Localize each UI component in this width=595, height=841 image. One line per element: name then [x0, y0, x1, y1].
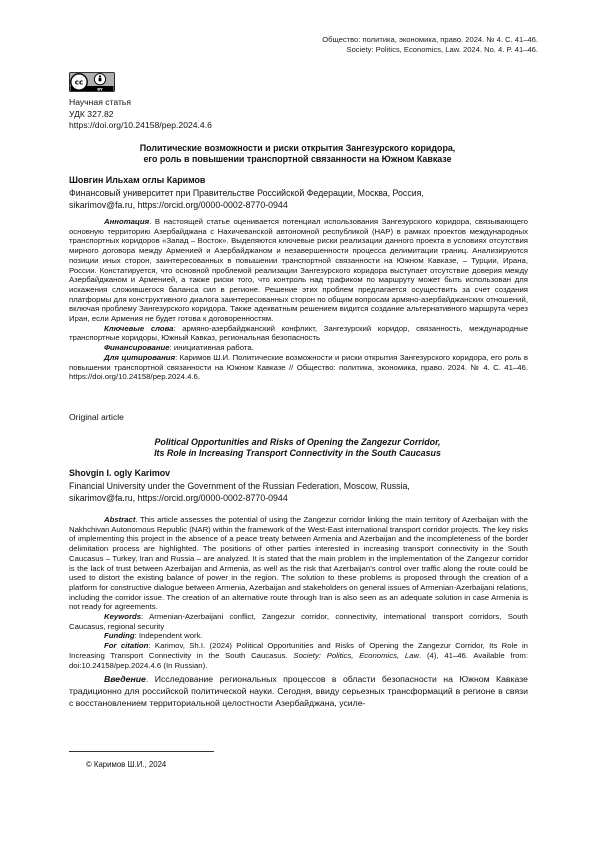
abstract-section-ru — [69, 217, 528, 382]
citation-text-ru: : Каримов Ш.И. Политические возможности и риски открытия Зангезурского коридора, его роль в повышении транспортной связанности на Южном Кавказе // Общество: политика, экономика, право. 2024. № 4. С. 41–46. https://doi.org/10.24158/pep.2024.4.6. — [69, 352, 528, 382]
article-type-ru: Научная статья — [69, 97, 132, 107]
funding-text-en: : Independent work. — [134, 631, 203, 641]
citation-text-en-2: . (4), 41–46. Available from: doi:10.24158/pep.2024.4.6 (In Russian). — [69, 650, 528, 670]
footnote-divider — [69, 751, 214, 752]
article-type-en: Original article — [69, 412, 124, 422]
intro-text: . Исследование региональных процессов в области безопасности на Южном Кавказе традиционно для российской политической науки. Сегодня, ввиду серьезных трансформаций в регионе в связи с восстановлением территориальной целостности Азербайджана, усиле- — [69, 674, 528, 709]
abstract-en — [69, 515, 528, 612]
cc-by-badge-graphic — [69, 72, 115, 92]
abstract-section-en — [69, 515, 528, 670]
keywords-label-ru: Ключевые слова — [104, 323, 174, 333]
affiliation-en: Financial University under the Government of the Russian Federation, Moscow, Russia, — [69, 481, 410, 491]
abstract-ru — [69, 217, 528, 324]
by-person-icon — [94, 74, 105, 85]
title-ru-line-2: его роль в повышении транспортной связанности на Южном Кавказе — [143, 154, 452, 165]
copyright-footnote: © Каримов Ш.И., 2024 — [86, 760, 167, 769]
title-en-line-2: Its Role in Increasing Transport Connectivity in the South Caucasus — [154, 448, 441, 459]
doi-link[interactable]: https://doi.org/10.24158/pep.2024.4.6 — [69, 120, 212, 131]
affiliation-ru: Финансовый университет при Правительстве Российской Федерации, Москва, Россия, — [69, 188, 424, 198]
article-title-ru — [90, 143, 505, 166]
citation-en — [69, 641, 528, 670]
author-affiliation-ru — [69, 188, 539, 211]
citation-label-en: For citation — [104, 641, 149, 651]
title-en-line-1: Political Opportunities and Risks of Opening the Zangezur Corridor, — [154, 437, 441, 447]
keywords-ru — [69, 324, 528, 343]
cc-by-license-badge[interactable] — [69, 72, 115, 92]
article-meta — [69, 97, 212, 132]
author-name-en: Shovgin I. ogly Karimov — [69, 468, 171, 478]
title-ru-line-1: Политические возможности и риски открытия Зангезурского коридора, — [139, 143, 456, 153]
abstract-label-en: Abstract — [104, 515, 136, 524]
abstract-text-ru: . В настоящей статье оценивается потенциал использования Зангезурского коридора, связывающего основную территорию Азербайджана с Нахичеванской автономной республикой (НАР) в рамках проектов международных транспортных коридоров «Запад – Восток». Выделяются ключевые риски реализации данного проекта в условиях отсутствия мирного договора между Арменией и Азербайджаном и незавершенности процесса делимитации границ. Анализируются позиции иных сторон, заинтересованных в повышении транспортной связанности на Южном Кавказе, – Турции, Ирана, России. Констатируется, что основной проблемой реализации Зангезурского коридора выступает отсутствие доверия между Азербайджаном и Арменией, а также риски того, что контроль над трафиком по маршруту может быть использован для искажения сложившегося баланса сил в регионе. Решение этих проблем предлагается осуществить за счет создания платформы для конструктивного диалога заинтересованных сторон по общим вопросам армяно-азербайджанских отношений, включая проблему Зангезурского коридора. Также адекватным решением видится создание альтернативного маршрута через Иран, если Армения не будет готова к договоренностям. — [69, 217, 528, 324]
funding-label-ru: Финансирование — [104, 343, 170, 353]
contacts-ru[interactable]: sikarimov@fa.ru, https://orcid.org/0000-0002-8770-0944 — [69, 199, 288, 210]
funding-ru — [69, 343, 528, 353]
contacts-en[interactable]: sikarimov@fa.ru, https://orcid.org/0000-0002-8770-0944 — [69, 492, 288, 503]
running-head — [322, 35, 538, 54]
citation-label-ru: Для цитирования — [104, 352, 176, 362]
intro-label: Введение — [104, 674, 146, 684]
cc-icon — [71, 74, 87, 90]
introduction-section — [69, 673, 528, 709]
author-affiliation-en — [69, 481, 539, 504]
running-head-en: Society: Politics, Economics, Law. 2024. No. 4. P. 41–46. — [346, 44, 538, 54]
keywords-text-en: : Armenian-Azerbaijani conflict, Zangezur corridor, connectivity, international transport corridors, South Caucasus, regional security — [69, 612, 528, 631]
abstract-label-ru: Аннотация — [104, 217, 150, 226]
by-label: BY — [97, 86, 103, 92]
author-name-ru: Шовгин Ильхам оглы Каримов — [69, 175, 206, 185]
citation-text-en-1: : Karimov, Sh.I. (2024) Political Opportunities and Risks of Opening the Zangezur Corridor, Its Role in Increasing Transport Connectivity in the South Caucasus. — [69, 641, 528, 660]
article-title-en — [90, 437, 505, 460]
udc-code: УДК 327.82 — [69, 108, 114, 119]
citation-ru — [69, 353, 528, 382]
funding-text-ru: : инициативная работа. — [169, 343, 254, 353]
citation-journal-en: Society: Politics, Economics, Law — [293, 650, 420, 660]
keywords-en — [69, 612, 528, 631]
intro-paragraph — [69, 673, 528, 709]
keywords-label-en: Keywords — [104, 612, 142, 622]
running-head-ru: Общество: политика, экономика, право. 2024. № 4. С. 41–46. — [322, 35, 538, 44]
svg-text:cc: cc — [74, 77, 84, 87]
abstract-text-en: . This article assesses the potential of using the Zangezur corridor linking the main territory of Azerbaijan with the Nakhchivan Autonomous Republic (NAR) within the framework of the West-East international transport corridor projects. The key risks of implementing this project in the absence of a peace treaty between Armenia and Azerbaijan and the incompleteness of the border delimitation process are highlighted. The positions of other parties interested in increasing transport connectivity in the South Caucasus – Turkey, Iran and Russia – are analyzed. It is stated that the main problem in the implementation of the Zangezur corridor is the lack of trust between Azerbaijan and Armenia, as well as the risk that Azerbaijan’s control over traffic along the route could be used to distort the existing balance of power in the region. The solution to these problems is proposed through the creation of a platform for constructive dialogue between Armenia, Azerbaijan and stakeholders on general issues of Armenian-Azerbaijani relations, including the corridor issue. The creation of an alternative route through Iran is also seen as an adequate solution in case Armenia is not ready for agreements. — [69, 515, 528, 612]
funding-label-en: Funding — [104, 631, 135, 641]
keywords-text-ru: : армяно-азербайджанский конфликт, Зангезурский коридор, связанность, международные транспортные коридоры, Южный Кавказ, региональная безопасность — [69, 323, 529, 343]
funding-en — [69, 631, 528, 641]
